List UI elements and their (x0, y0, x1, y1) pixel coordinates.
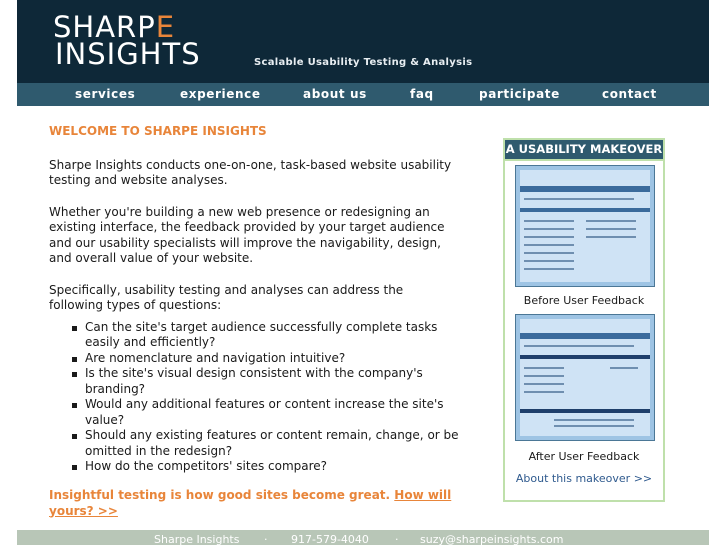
how-will-yours-link[interactable]: How will yours? >> (49, 487, 452, 518)
nav-services[interactable]: services (75, 87, 136, 101)
thumb-bar (520, 186, 650, 192)
before-caption: Before User Feedback (523, 294, 645, 307)
logo-text-e: E (155, 10, 176, 44)
thumb-line (524, 367, 564, 369)
thumb-line (524, 220, 574, 222)
thumb-line (524, 391, 564, 393)
list-item: Can the site's target audience successfully complete tasks easily and efficiently? (85, 320, 459, 351)
logo-text-sharp: SHARP (53, 10, 156, 44)
nav-faq[interactable]: faq (410, 87, 434, 101)
footer-separator: · (264, 533, 268, 546)
nav-experience[interactable]: experience (180, 87, 261, 101)
footer-phone: 917-579-4040 (291, 533, 369, 546)
thumb-line (554, 425, 634, 427)
thumb-bar (520, 333, 650, 339)
redesign-paragraph: Whether you're building a new web presence or redesigning an existing interface, the feedback provided by your target audience and our usability specialists will improve the navigability, design, and overall value of your website. (49, 204, 445, 265)
footer (17, 530, 709, 545)
page-frame (17, 0, 709, 545)
thumb-bar (520, 355, 650, 359)
thumb-line (524, 236, 574, 238)
main-content (49, 124, 459, 519)
sidebar-title: A USABILITY MAKEOVER (505, 140, 663, 161)
about-makeover-link[interactable]: About this makeover >> (515, 472, 653, 485)
closing-line (49, 487, 459, 519)
list-item: Are nomenclature and navigation intuitive? (85, 351, 459, 367)
thumb-line (524, 244, 574, 246)
list-item: Should any existing features or content remain, change, or be omitted in the redesign? (85, 428, 459, 458)
thumb-line (524, 375, 564, 377)
header (17, 0, 709, 83)
tagline: Scalable Usability Testing & Analysis (254, 57, 473, 68)
thumb-line (524, 383, 564, 385)
thumb-bar (520, 208, 650, 212)
questions-intro: Specifically, usability testing and analyses can address the following types of questions: (49, 282, 404, 312)
thumb-line (524, 345, 634, 347)
after-screenshot-thumbnail[interactable] (515, 314, 655, 441)
makeover-sidebar (503, 138, 665, 502)
welcome-heading: WELCOME TO SHARPE INSIGHTS (49, 124, 267, 138)
main-nav (17, 83, 709, 106)
logo[interactable] (53, 10, 201, 71)
thumb-line (524, 228, 574, 230)
thumb-line (554, 419, 634, 421)
nav-participate[interactable]: participate (479, 87, 560, 101)
intro-paragraph: Sharpe Insights conducts one-on-one, task-based website usability testing and website analyses. (49, 157, 452, 187)
before-screenshot-thumbnail[interactable] (515, 165, 655, 287)
thumb-line (586, 228, 636, 230)
thumb-bar (520, 409, 650, 413)
list-item: How do the competitors' sites compare? (85, 459, 459, 475)
thumb-line (524, 268, 574, 270)
thumb-line (610, 367, 638, 369)
logo-line-2: INSIGHTS (55, 37, 201, 71)
questions-list (49, 320, 459, 475)
footer-separator: · (395, 533, 399, 546)
after-screenshot-image (520, 319, 650, 436)
nav-contact[interactable]: contact (602, 87, 657, 101)
footer-company: Sharpe Insights (154, 533, 240, 546)
thumb-line (586, 220, 636, 222)
list-item: Is the site's visual design consistent with the company's branding? (85, 366, 459, 397)
thumb-line (524, 252, 574, 254)
thumb-line (524, 198, 634, 200)
list-item: Would any additional features or content increase the site's value? (85, 397, 459, 428)
thumb-line (524, 260, 574, 262)
after-caption: After User Feedback (528, 450, 640, 463)
before-screenshot-image (520, 170, 650, 282)
footer-email-link[interactable]: suzy@sharpeinsights.com (420, 533, 564, 546)
thumb-line (586, 236, 636, 238)
nav-about-us[interactable]: about us (303, 87, 367, 101)
closing-text: Insightful testing is how good sites become great. (49, 487, 391, 502)
